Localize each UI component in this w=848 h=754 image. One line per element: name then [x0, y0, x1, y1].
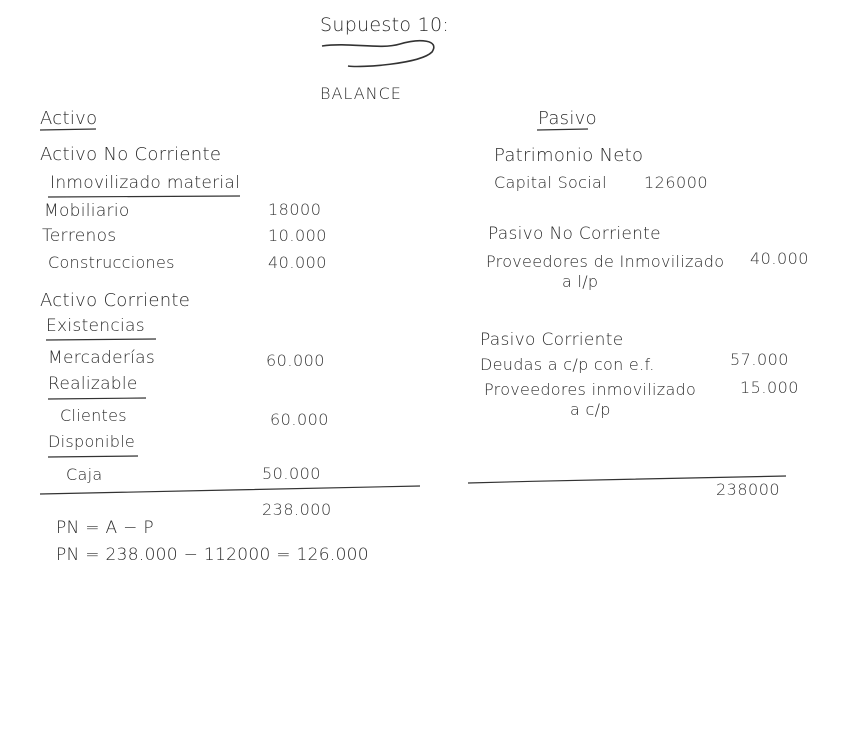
balance-subtitle: BALANCE: [320, 84, 402, 103]
proveedores-inmovilizado-lp-label-2: a l/p: [562, 272, 599, 291]
mercaderias-label: Mercaderías: [48, 348, 156, 368]
inmovilizado-underline: [48, 196, 240, 197]
mobiliario-value: 18000: [268, 200, 322, 219]
mobiliario-label: Mobiliario: [44, 201, 130, 221]
inmovilizado-material-label: Inmovilizado material: [50, 173, 241, 193]
terrenos-value: 10.000: [268, 226, 327, 245]
patrimonio-neto-label: Patrimonio Neto: [494, 145, 644, 166]
mercaderias-value: 60.000: [266, 351, 325, 370]
proveedores-inmovilizado-cp-label-2: a c/p: [570, 400, 611, 419]
deudas-cp-value: 57.000: [730, 350, 789, 369]
activo-heading-underline: [40, 129, 96, 130]
terrenos-label: Terrenos: [42, 226, 117, 246]
proveedores-inmovilizado-lp-label: Proveedores de Inmovilizado: [486, 252, 725, 271]
clientes-value: 60.000: [270, 410, 329, 429]
existencias-label: Existencias: [46, 316, 145, 336]
page-title: Supuesto 10:: [320, 14, 450, 36]
activo-no-corriente-label: Activo No Corriente: [40, 144, 222, 165]
pasivo-corriente-label: Pasivo Corriente: [480, 330, 624, 350]
deudas-cp-label: Deudas a c/p con e.f.: [480, 355, 655, 374]
disponible-underline: [48, 456, 138, 457]
title-underline-swoosh: [322, 41, 434, 67]
pasivo-total: 238000: [716, 480, 781, 499]
activo-total-line: [40, 486, 420, 494]
realizable-label: Realizable: [48, 374, 138, 394]
caja-label: Caja: [66, 465, 103, 484]
capital-social-label: Capital Social: [494, 173, 607, 192]
activo-total: 238.000: [262, 500, 332, 519]
pasivo-no-corriente-label: Pasivo No Corriente: [488, 224, 661, 244]
construcciones-value: 40.000: [268, 253, 327, 272]
proveedores-inmovilizado-cp-value: 15.000: [740, 378, 799, 397]
capital-social-value: 126000: [644, 173, 709, 192]
formula-line-1: PN = A − P: [56, 518, 154, 538]
pasivo-heading: Pasivo: [538, 108, 597, 129]
existencias-underline: [46, 339, 156, 340]
proveedores-inmovilizado-lp-value: 40.000: [750, 249, 809, 268]
pasivo-heading-underline: [537, 129, 588, 130]
realizable-underline: [48, 398, 146, 399]
clientes-label: Clientes: [60, 406, 127, 425]
construcciones-label: Construcciones: [48, 253, 175, 272]
proveedores-inmovilizado-cp-label: Proveedores inmovilizado: [484, 380, 697, 399]
caja-value: 50.000: [262, 464, 321, 483]
disponible-label: Disponible: [48, 432, 136, 451]
activo-heading: Activo: [40, 108, 98, 129]
activo-corriente-label: Activo Corriente: [40, 290, 191, 311]
formula-line-2: PN = 238.000 − 112000 = 126.000: [56, 545, 369, 565]
